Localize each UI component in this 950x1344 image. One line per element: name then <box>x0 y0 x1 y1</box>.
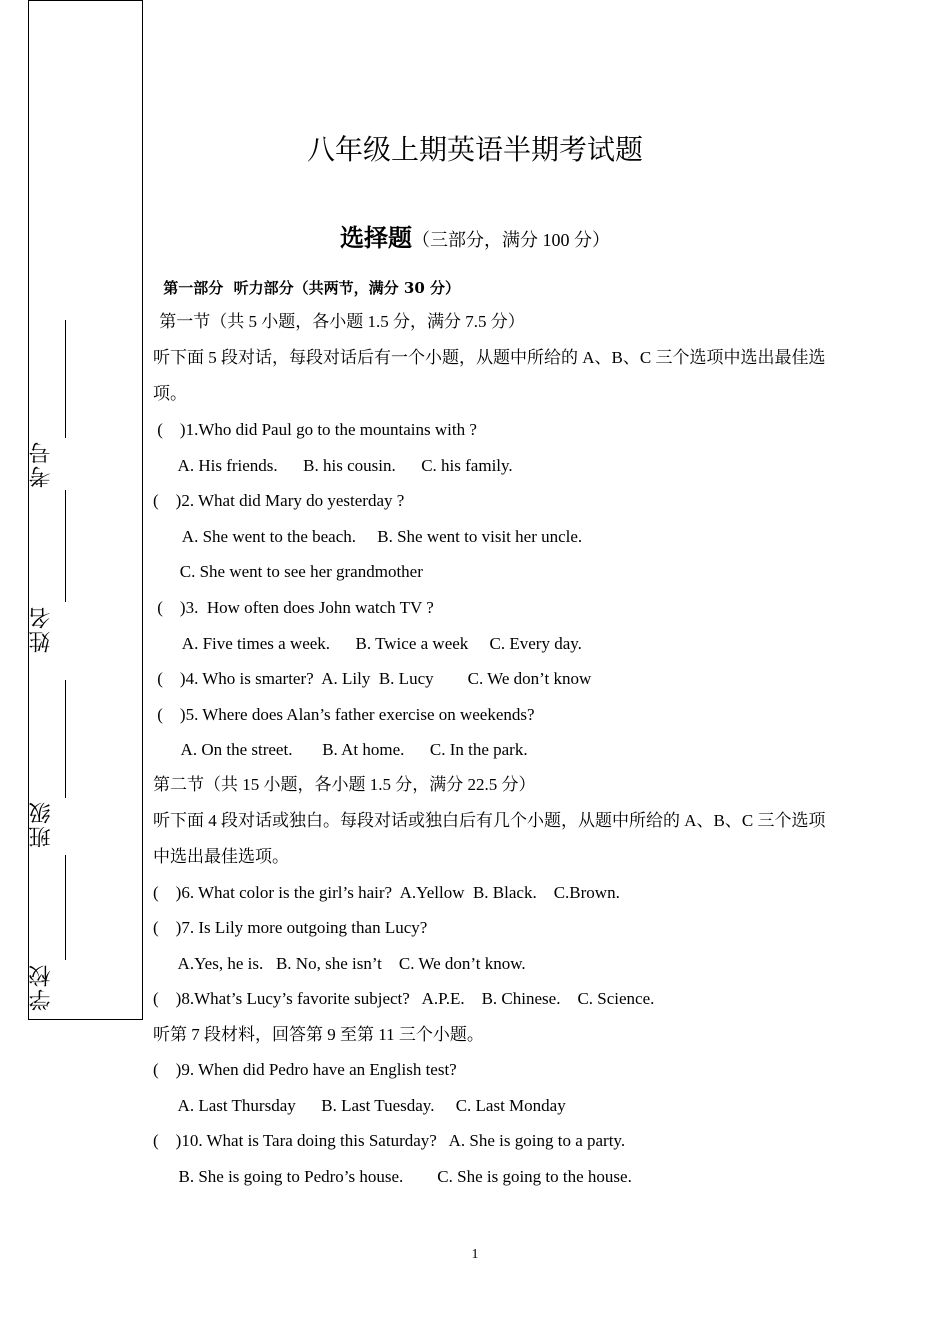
section-note: （三部分，满分 100 分） <box>412 230 610 250</box>
question-9: ( )9. When did Pedro have an English test? <box>153 1060 457 1079</box>
question-1: ( )1.Who did Paul go to the mountains with ? <box>153 420 477 439</box>
school-label: 学校 <box>29 963 54 1011</box>
question-10: ( )10. What is Tara doing this Saturday? A. She is going to a party. <box>153 1131 626 1150</box>
question-7-options: A.Yes, he is. B. No, she isn’t C. We don’t know. <box>153 954 526 973</box>
class-blank <box>65 680 66 798</box>
question-2-options: C. She went to see her grandmother <box>150 562 423 581</box>
instruction-line: 项。 <box>153 384 187 403</box>
section-two-heading: 第二节（共 15 小题，各小题 1.5 分，满分 22.5 分） <box>153 775 536 794</box>
section-one-heading: 第一节（共 5 小题，各小题 1.5 分，满分 7.5 分） <box>155 312 525 331</box>
page-number: 1 <box>471 1247 479 1262</box>
question-4: ( )4. Who is smarter? A. Lily B. Lucy C. We don’t know <box>153 669 592 688</box>
question-5: ( )5. Where does Alan’s father exercise on weekends? <box>153 705 535 724</box>
question-8: ( )8.What’s Lucy’s favorite subject? A.P.E. B. Chinese. C. Science. <box>153 989 655 1008</box>
question-10-options: B. She is going to Pedro’s house. C. She is going to the house. <box>153 1167 632 1186</box>
class-label: 班级 <box>29 800 54 848</box>
question-2-options: A. She went to the beach. B. She went to visit her uncle. <box>153 527 583 546</box>
page-title: 八年级上期英语半期考试题 <box>306 133 643 166</box>
material-7-instruction: 听第 7 段材料，回答第 9 至第 11 三个小题。 <box>153 1025 484 1044</box>
question-1-options: A. His friends. B. his cousin. C. his family. <box>153 456 513 475</box>
question-6: ( )6. What color is the girl’s hair? A.Yellow B. Black. C.Brown. <box>153 883 620 902</box>
instruction-line: 听下面 4 段对话或独白。每段对话或独白后有几个小题，从题中所给的 A、B、C 三个选项 <box>153 811 826 830</box>
school-blank <box>65 855 66 960</box>
class-field <box>30 680 70 850</box>
student-name-field <box>30 490 70 660</box>
section-title: 选择题 <box>340 224 412 252</box>
student-name-label: 姓名 <box>29 605 54 653</box>
question-2: ( )2. What did Mary do yesterday ? <box>153 491 405 510</box>
question-7: ( )7. Is Lily more outgoing than Lucy? <box>153 918 428 937</box>
question-3-options: A. Five times a week. B. Twice a week C. Every day. <box>153 634 582 653</box>
student-name-blank <box>65 490 66 602</box>
question-9-options: A. Last Thursday B. Last Tuesday. C. Last Monday <box>153 1096 566 1115</box>
exam-number-field <box>30 320 70 490</box>
instruction-line: 听下面 5 段对话，每段对话后有一个小题，从题中所给的 A、B、C 三个选项中选出最佳选 <box>153 348 826 367</box>
exam-number-label: 考号 <box>29 440 54 488</box>
exam-number-blank <box>65 320 66 438</box>
school-field <box>30 855 70 1015</box>
section-heading <box>0 220 950 258</box>
question-3: ( )3. How often does John watch TV ? <box>153 598 434 617</box>
instruction-line: 中选出最佳选项。 <box>153 847 289 866</box>
question-5-options: A. On the street. B. At home. C. In the park. <box>156 740 528 759</box>
part-one-heading: 第一部分 听力部分（共两节，满分 30 分） <box>158 279 460 297</box>
